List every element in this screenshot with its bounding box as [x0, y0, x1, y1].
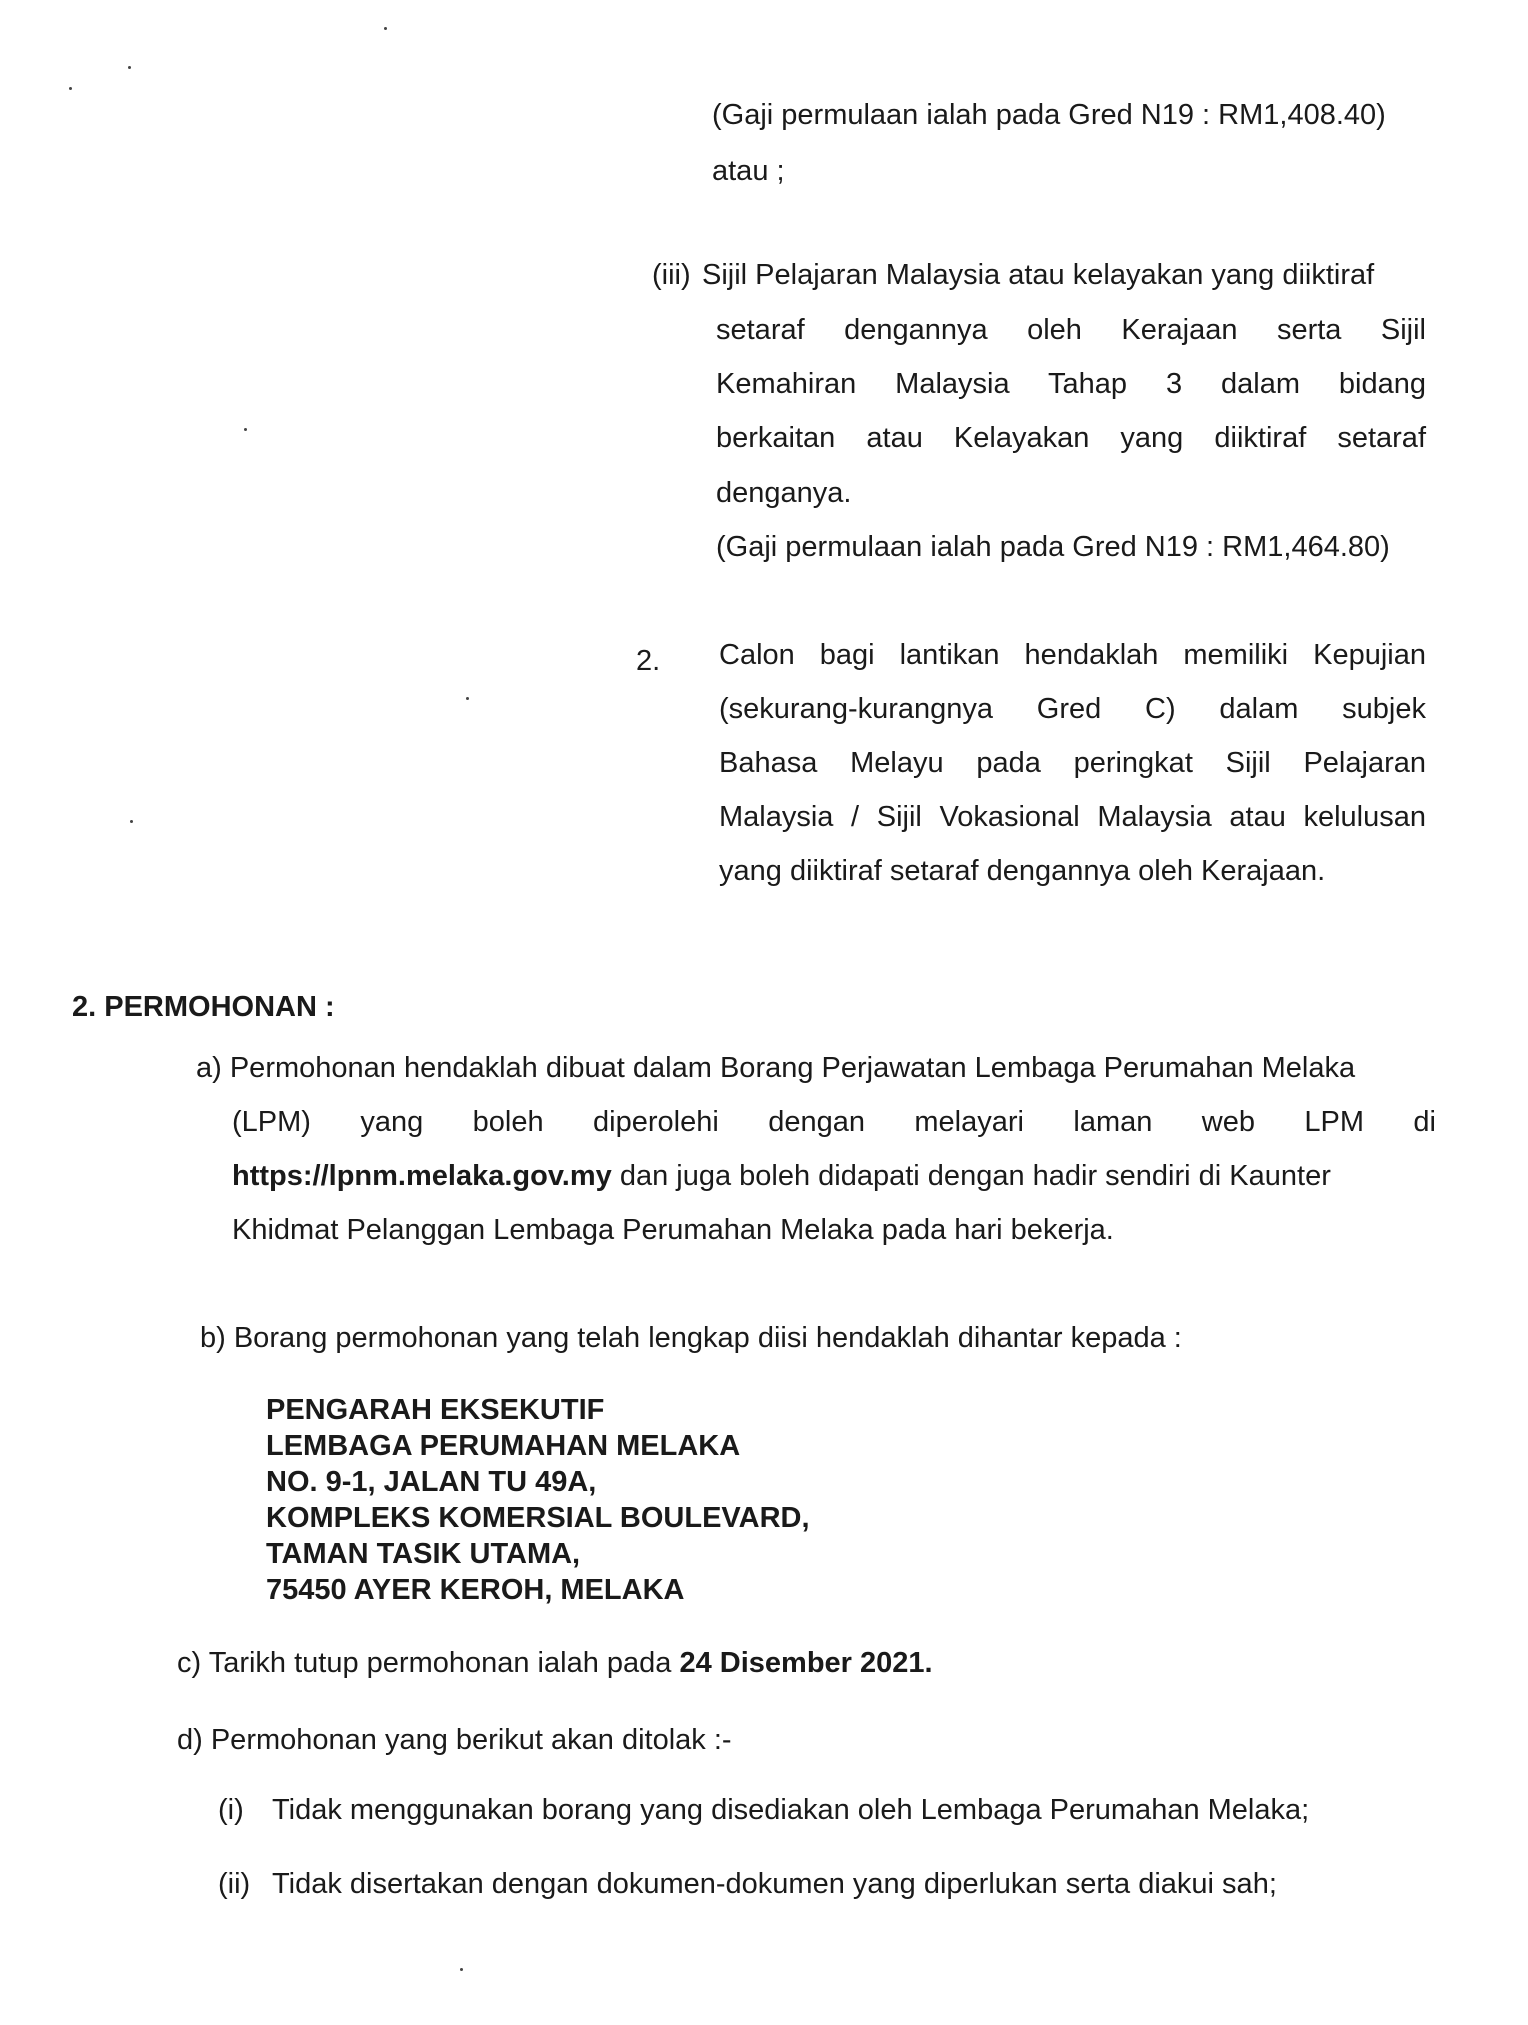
- item-2-number: 2.: [636, 645, 661, 677]
- scan-speck: [384, 27, 387, 30]
- scan-speck: [466, 697, 469, 700]
- permohonan-a-line: Khidmat Pelanggan Lembaga Perumahan Melaka pada hari bekerja.: [232, 1214, 1114, 1246]
- item-iii-gaji: (Gaji permulaan ialah pada Gred N19 : RM1,464.80): [716, 531, 1390, 563]
- permohonan-a-line: (LPM) yang boleh diperolehi dengan melayari laman web LPM di: [232, 1106, 1436, 1138]
- scan-speck: [244, 428, 247, 431]
- permohonan-a-line3-text: dan juga boleh didapati dengan hadir sendiri di Kaunter: [611, 1160, 1331, 1192]
- address-line: KOMPLEKS KOMERSIAL BOULEVARD,: [266, 1502, 810, 1534]
- item-2-line: (sekurang-kurangnya Gred C) dalam subjek: [719, 693, 1426, 725]
- address-line: TAMAN TASIK UTAMA,: [266, 1538, 581, 1570]
- item-iii-line: setaraf dengannya oleh Kerajaan serta Sijil: [716, 314, 1426, 346]
- scan-speck: [130, 820, 133, 823]
- item-iii-marker: (iii): [652, 259, 691, 291]
- permohonan-a-line3: [232, 1158, 1331, 1194]
- address-line: 75450 AYER KEROH, MELAKA: [266, 1574, 685, 1606]
- address-line: LEMBAGA PERUMAHAN MELAKA: [266, 1430, 741, 1462]
- reject-item-marker: (ii): [218, 1868, 251, 1900]
- atau-text: atau ;: [712, 155, 785, 187]
- permohonan-c-text: c) Tarikh tutup permohonan ialah pada: [177, 1647, 680, 1679]
- reject-item-text: Tidak disertakan dengan dokumen-dokumen yang diperlukan serta diakui sah;: [272, 1868, 1277, 1900]
- reject-item-text: Tidak menggunakan borang yang disediakan oleh Lembaga Perumahan Melaka;: [272, 1794, 1310, 1826]
- scan-speck: [69, 87, 72, 90]
- reject-item-marker: (i): [218, 1794, 244, 1826]
- item-iii-line: Kemahiran Malaysia Tahap 3 dalam bidang: [716, 368, 1426, 400]
- permohonan-heading: 2. PERMOHONAN :: [72, 991, 335, 1023]
- lpm-website-link[interactable]: https://lpnm.melaka.gov.my: [232, 1160, 612, 1192]
- item-2-line: Bahasa Melayu pada peringkat Sijil Pelajaran: [719, 747, 1426, 779]
- item-iii-line: Sijil Pelajaran Malaysia atau kelayakan yang diiktiraf: [702, 259, 1375, 291]
- item-iii-line: denganya.: [716, 477, 852, 509]
- item-2-line: Malaysia / Sijil Vokasional Malaysia atau kelulusan: [719, 801, 1426, 833]
- item-iii-line: berkaitan atau Kelayakan yang diiktiraf setaraf: [716, 422, 1426, 454]
- item-2-line: yang diiktiraf setaraf dengannya oleh Kerajaan.: [719, 855, 1326, 887]
- item-2-line: Calon bagi lantikan hendaklah memiliki Kepujian: [719, 639, 1426, 671]
- address-line: NO. 9-1, JALAN TU 49A,: [266, 1466, 597, 1498]
- permohonan-b-text: b) Borang permohonan yang telah lengkap diisi hendaklah dihantar kepada :: [200, 1322, 1182, 1354]
- permohonan-c: [177, 1645, 933, 1681]
- address-line: PENGARAH EKSEKUTIF: [266, 1394, 605, 1426]
- scan-speck: [128, 66, 131, 69]
- closing-date: 24 Disember 2021.: [679, 1647, 933, 1679]
- scan-speck: [460, 1968, 463, 1971]
- mailing-address: [266, 1392, 810, 1608]
- permohonan-a-line: a) Permohonan hendaklah dibuat dalam Borang Perjawatan Lembaga Perumahan Melaka: [196, 1052, 1356, 1084]
- gaji-n19-line-a: (Gaji permulaan ialah pada Gred N19 : RM1,408.40): [712, 99, 1386, 131]
- permohonan-d-text: d) Permohonan yang berikut akan ditolak :-: [177, 1724, 732, 1756]
